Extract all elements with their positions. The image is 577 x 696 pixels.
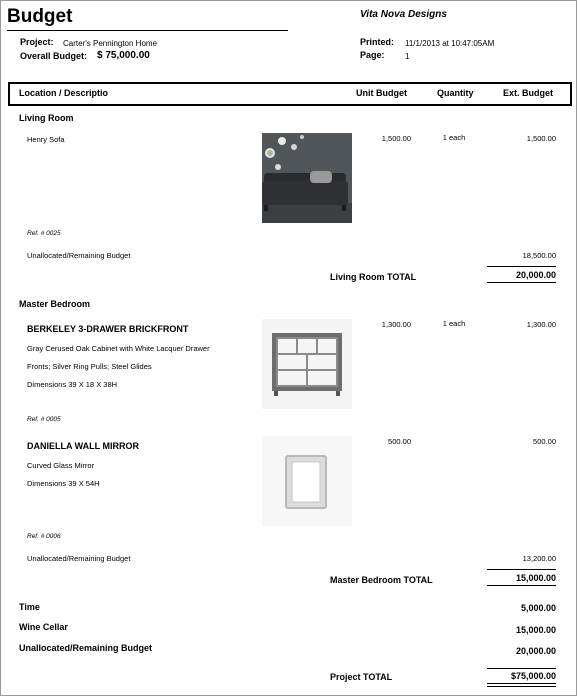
col-location: Location / Descriptio — [19, 88, 109, 98]
section-master-bedroom: Master Bedroom — [19, 299, 91, 309]
sofa-photo — [262, 133, 352, 223]
section-wine-cellar: Wine Cellar — [19, 622, 68, 632]
item-ext-budget: 500.00 — [533, 437, 556, 446]
project-total-value: $75,000.00 — [510, 671, 556, 681]
page-label: Page: — [360, 50, 385, 60]
column-header — [8, 82, 572, 106]
page-title: Budget — [7, 6, 73, 27]
item-ext-budget: 1,300.00 — [526, 320, 556, 329]
mirror-photo — [262, 436, 352, 526]
cabinet-photo — [262, 319, 352, 409]
item-line: Gray Cerused Oak Cabinet with White Lacquer Drawer — [27, 344, 210, 353]
unallocated-budget-value: 20,000.00 — [515, 646, 556, 656]
project-total-rule — [487, 668, 556, 669]
living-room-total-value: 20,000.00 — [515, 270, 556, 280]
item-quantity: 1 each — [442, 133, 466, 142]
section-unallocated: Unallocated/Remaining Budget — [19, 643, 153, 653]
total-rule — [487, 266, 556, 267]
project-total-underline — [487, 683, 556, 684]
unallocated-value: 18,500.00 — [522, 251, 556, 260]
item-line: Curved Glass Mirror — [27, 461, 95, 470]
item-quantity: 1 each — [442, 319, 466, 328]
cabinet-icon — [262, 319, 352, 409]
total-rule — [487, 569, 556, 570]
col-ext-budget: Ext. Budget — [503, 88, 554, 98]
section-living-room: Living Room — [19, 113, 74, 123]
company-name: Vita Nova Designs — [360, 9, 447, 20]
total-underline — [487, 282, 556, 283]
section-time: Time — [19, 602, 40, 612]
unallocated-label: Unallocated/Remaining Budget — [27, 554, 131, 563]
project-value: Carter's Pennington Home — [63, 39, 158, 48]
project-label: Project: — [20, 37, 54, 47]
sofa-icon — [262, 133, 352, 223]
overall-budget-label: Overall Budget: — [20, 51, 88, 61]
col-quantity: Quantity — [437, 88, 474, 98]
wine-cellar-value: 15,000.00 — [515, 625, 556, 635]
item-ref: Ref. # 0006 — [27, 533, 61, 540]
item-unit-budget: 500.00 — [388, 437, 411, 446]
item-ref: Ref. # 0025 — [27, 230, 61, 237]
item-line: Dimensions 39 X 18 X 38H — [27, 380, 118, 389]
overall-budget-value: $ 75,000.00 — [97, 50, 150, 61]
printed-label: Printed: — [360, 37, 395, 47]
master-bedroom-total-value: 15,000.00 — [515, 573, 556, 583]
printed-value: 11/1/2013 at 10:47:05AM — [405, 39, 495, 48]
item-unit-budget: 1,300.00 — [381, 320, 411, 329]
project-total-double-underline — [487, 686, 556, 687]
unallocated-value: 13,200.00 — [522, 554, 556, 563]
item-title: DANIELLA WALL MIRROR — [27, 441, 139, 451]
item-ref: Ref. # 0005 — [27, 416, 61, 423]
item-line: Dimensions 39 X 54H — [27, 479, 100, 488]
time-value: 5,000.00 — [520, 603, 556, 613]
living-room-total-label: Living Room TOTAL — [330, 272, 417, 282]
item-description: Henry Sofa — [27, 135, 65, 144]
mirror-icon — [262, 436, 352, 526]
item-ext-budget: 1,500.00 — [526, 134, 556, 143]
project-total-label: Project TOTAL — [330, 672, 393, 682]
item-unit-budget: 1,500.00 — [381, 134, 411, 143]
master-bedroom-total-label: Master Bedroom TOTAL — [330, 575, 433, 585]
item-title: BERKELEY 3-DRAWER BRICKFRONT — [27, 324, 189, 334]
total-underline — [487, 585, 556, 586]
page-value: 1 — [405, 52, 410, 61]
col-unit-budget: Unit Budget — [356, 88, 407, 98]
title-rule — [7, 30, 288, 31]
unallocated-label: Unallocated/Remaining Budget — [27, 251, 131, 260]
item-line: Fronts; Silver Ring Pulls; Steel Glides — [27, 362, 152, 371]
